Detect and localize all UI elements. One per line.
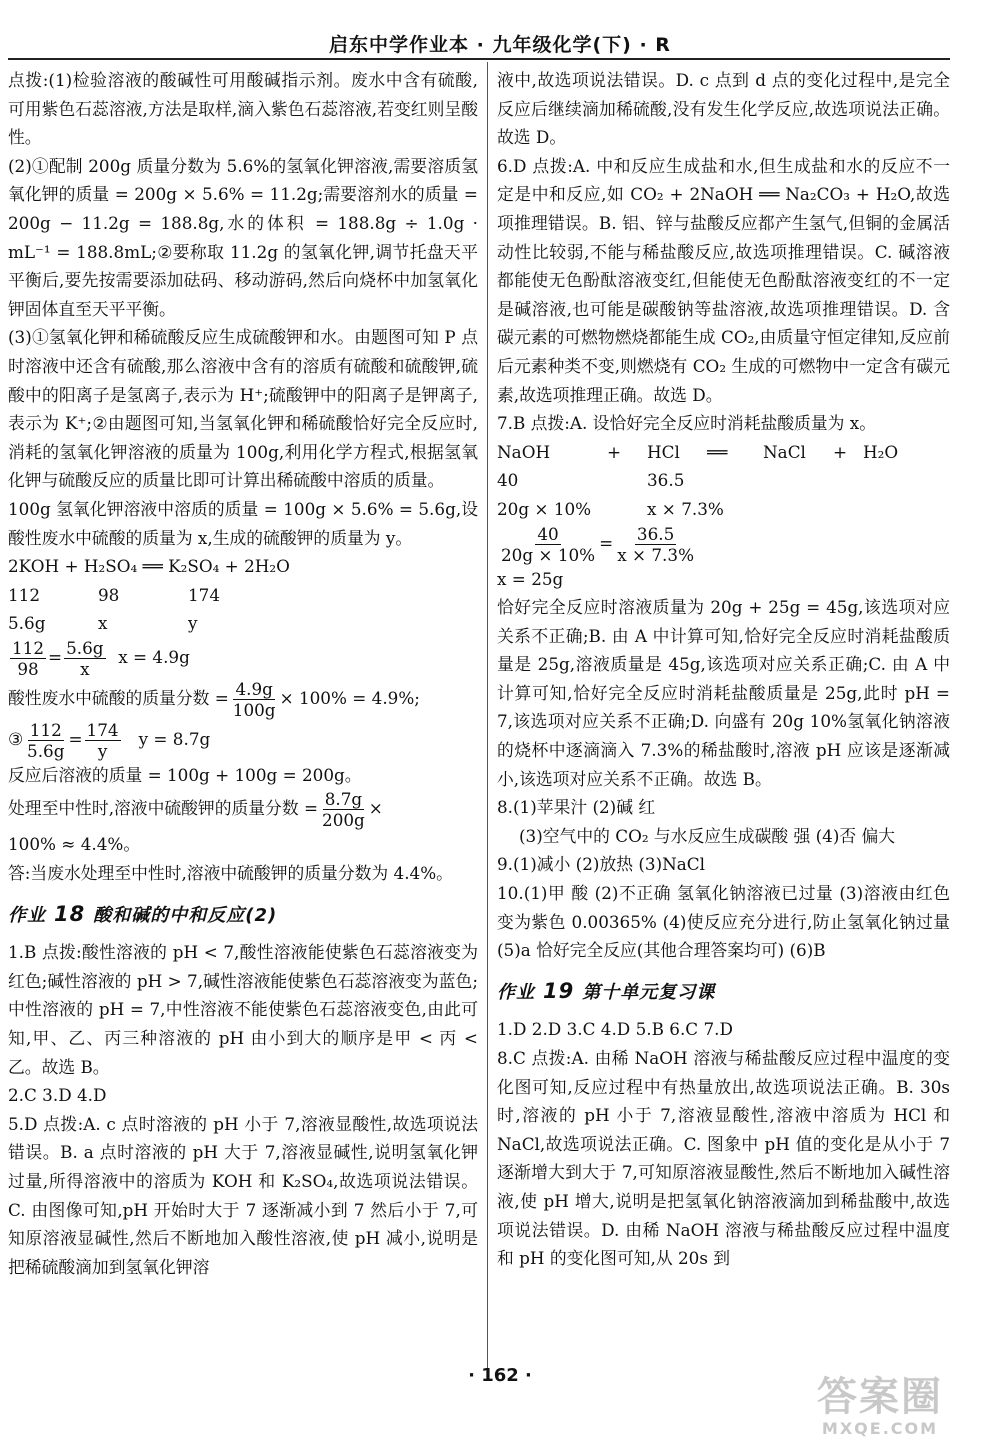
- result: x = 4.9g: [118, 646, 190, 667]
- chemical-equation: 2KOH + H₂SO₄ ══ K₂SO₄ + 2H₂O: [8, 556, 290, 577]
- column-divider: [487, 62, 488, 1370]
- eq-cell: HCl: [647, 441, 680, 462]
- answer-text: ③: [8, 728, 24, 749]
- section-title: 酸和碱的中和反应(2): [93, 904, 278, 926]
- eq-cell: NaCl: [763, 441, 806, 462]
- answer-item: 8.(1)苹果汁 (2)碱 红: [497, 797, 656, 818]
- fraction-line: ③ $\frac{112}{5.6g}$ = $\frac{174}{y}$ y = 8.7g: [8, 719, 211, 761]
- answer-text: 100% ≈ 4.4%。: [8, 834, 141, 855]
- answer-item: 10.(1)甲 酸 (2)不正确 氢氧化钠溶液已过量 (3)溶液由红色变为紫色 0.00365% (4)使反应充分进行,防止氢氧化钠过量 (5)a 恰好完全反应(其他合理答案均可) (6)B: [497, 883, 950, 961]
- denominator: 20g × 10%: [501, 544, 596, 565]
- eq-cell: x × 7.3%: [647, 498, 724, 519]
- fraction: [499, 524, 597, 565]
- eq-cell: 36.5: [647, 470, 685, 491]
- fraction: [320, 789, 367, 830]
- answer-text: 酸性废水中硫酸的质量分数 =: [8, 687, 229, 708]
- answer-item: (3)空气中的 CO₂ 与水反应生成碳酸 强 (4)否 偏大: [519, 825, 896, 846]
- numerator: 112: [12, 637, 45, 658]
- answer-item: 7.B 点拨:A. 设恰好完全反应时消耗盐酸质量为 x。: [497, 413, 876, 434]
- denominator: 5.6g: [27, 740, 65, 761]
- eq-cell: NaOH: [497, 441, 551, 462]
- numerator: 40: [537, 523, 559, 544]
- answer-text: 答:当废水处理至中性时,溶液中硫酸钾的质量分数为 4.4%。: [8, 863, 453, 884]
- fraction: [10, 638, 46, 679]
- section-heading-18: [8, 900, 478, 931]
- section-title: 第十单元复习课: [582, 981, 716, 1003]
- eq-cell: 20g × 10%: [497, 498, 592, 519]
- numerator: 112: [29, 719, 62, 740]
- answer-text: (3)①氢氧化钾和稀硫酸反应生成硫酸钾和水。由题图可知 P 点时溶液中还含有硫酸,那么溶液中含有的溶质有硫酸和硫酸钾,硫酸中的阳离子是氢离子,表示为 H⁺;硫酸钾中的阳离子是钾离子,表示为 K⁺;②由题图可知,当氢氧化钾和稀硫酸恰好完全反应时,消耗的氢氧化钾溶液的质量为 100g,利用化学方程式,根据氢氧化钾与硫酸反应的质量比即可计算出稀硫酸中溶质的质量。: [8, 327, 478, 491]
- answer-text: 处理至中性时,溶液中硫酸钾的质量分数 =: [8, 798, 319, 819]
- equation-mass-row: [497, 466, 950, 495]
- section-number: 19: [543, 978, 575, 1003]
- eq-cell: x: [98, 613, 108, 634]
- answer-text: 反应后溶液的质量 = 100g + 100g = 200g。: [8, 764, 362, 785]
- header-rule: [8, 58, 950, 60]
- section-heading-19: [497, 977, 950, 1008]
- equation-mass-row: [8, 581, 478, 610]
- eq-cell: ══: [707, 441, 728, 462]
- answer-item: 8.C 点拨:A. 由稀 NaOH 溶液与稀盐酸反应过程中温度的变化图可知,反应过程中有热量放出,故选项说法正确。B. 30s 时,溶液的 pH 小于 7,溶液显酸性,溶液中溶质为 HCl 和 NaCl,故选项说法正确。C. 图象中 pH 值的变化是从小于 7 逐渐增大到大于 7,可知原溶液显酸性,然后不断地加入碱性溶液,使 pH 增大,说明是把氢氧化钠溶液滴加到稀盐酸中,故选项说法错误。D. 由稀 NaOH 溶液与稀盐酸反应过程中温度和 pH 的变化图可知,从 20s 到: [497, 1048, 950, 1269]
- fraction-line: [8, 679, 478, 720]
- eq-cell: 112: [8, 584, 41, 605]
- eq-cell: H₂O: [863, 441, 899, 462]
- running-header: 启东中学作业本 · 九年级化学(下) · R: [329, 34, 671, 56]
- denominator: y: [97, 740, 108, 761]
- answer-item: 9.(1)减小 (2)放热 (3)NaCl: [497, 854, 706, 875]
- denominator: 98: [17, 658, 39, 679]
- fraction-line: $\frac{112}{98}$ = $\frac{5.6g}{x}$ x = 4.9g: [12, 637, 190, 679]
- page-number: · 162 ·: [468, 1365, 532, 1386]
- section-label: 作业: [497, 981, 535, 1003]
- denominator: 200g: [322, 810, 365, 831]
- eq-cell: +: [607, 441, 622, 462]
- result: y = 8.7g: [138, 728, 211, 749]
- answer-text: (2)①配制 200g 质量分数为 5.6%的氢氧化钾溶液,需要溶质氢氧化钾的质量 = 200g × 5.6% = 11.2g;需要溶剂水的质量 = 200g − 11.2g = 188.8g,水的体积 = 188.8g ÷ 1.0g · mL⁻¹ = 188.8mL;②要称取 11.2g 的氢氧化钾,调节托盘天平平衡后,要先按需要添加砝码、移动游码,然后向烧杯中加氢氧化钾固体直至天平平衡。: [8, 155, 478, 319]
- numerator: 8.7g: [324, 789, 363, 810]
- watermark-logo: [800, 1374, 960, 1438]
- equation-value-row: [497, 495, 950, 524]
- answer-item: 1.D 2.D 3.C 4.D 5.B 6.C 7.D: [497, 1019, 733, 1040]
- fraction: [25, 720, 66, 761]
- watermark-text: 答案圈: [817, 1374, 943, 1420]
- answer-text: 100g 氢氧化钾溶液中溶质的质量 = 100g × 5.6% = 5.6g,设酸性废水中硫酸的质量为 x,生成的硫酸钾的质量为 y。: [8, 498, 478, 548]
- answer-item: 1.B 点拨:酸性溶液的 pH < 7,酸性溶液能使紫色石蕊溶液变为红色;碱性溶液的 pH > 7,碱性溶液能使紫色石蕊溶液变为蓝色;中性溶液的 pH = 7,中性溶液不能使紫色石蕊溶液变色,由此可知,甲、乙、丙三种溶液的 pH 由小到大的顺序是甲 < 丙 < 乙。故选 B。: [8, 942, 478, 1077]
- numerator: 4.9g: [235, 678, 273, 699]
- eq-cell: 5.6g: [8, 613, 46, 634]
- answer-item: 6.D 点拨:A. 中和反应生成盐和水,但生成盐和水的反应不一定是中和反应,如 CO₂ + 2NaOH ══ Na₂CO₃ + H₂O,故选项推理错误。B. 铝、锌与盐酸反应都产生氢气,但铜的金属活动性比较弱,不能与稀盐酸反应,故选项推理错误。C. 碱溶液都能使无色酚酞溶液变红,但能使无色酚酞溶液变红的不一定是碱溶液,也可能是碳酸钠等盐溶液,故选项推理错误。D. 含碳元素的可燃物燃烧都能生成 CO₂,由质量守恒定律知,反应前后元素种类不变,则燃烧有 CO₂ 生成的可燃物中一定含有碳元素,故选项推理正确。故选 D。: [497, 155, 950, 405]
- eq-cell: +: [833, 441, 848, 462]
- fraction: [615, 524, 696, 565]
- eq-cell: 40: [497, 470, 519, 491]
- eq-cell: 174: [188, 584, 221, 605]
- left-column: [8, 66, 478, 1281]
- answer-item: 2.C 3.D 4.D: [8, 1085, 107, 1106]
- eq-cell: y: [188, 613, 198, 634]
- answer-text: 液中,故选项说法错误。D. c 点到 d 点的变化过程中,是完全反应后继续滴加稀硫酸,没有发生化学反应,故选项说法正确。故选 D。: [497, 70, 950, 148]
- right-column: [497, 66, 950, 1273]
- numerator: 36.5: [636, 523, 675, 544]
- denominator: 100g: [232, 699, 276, 720]
- equation-value-row: [8, 609, 478, 638]
- chemical-equation: [497, 438, 950, 467]
- answer-text: × 100% = 4.9%;: [279, 687, 420, 708]
- fraction: [64, 638, 105, 679]
- fraction-line: $\frac{40}{20g \times 10\%}$ = $\frac{36.5}{x \times 7.3\%}$: [501, 523, 695, 565]
- denominator: x × 7.3%: [617, 544, 695, 565]
- eq-cell: 98: [98, 584, 120, 605]
- fraction: [85, 720, 121, 761]
- answer-item: 5.D 点拨:A. c 点时溶液的 pH 小于 7,溶液显酸性,故选项说法错误。B. a 点时溶液的 pH 大于 7,溶液显碱性,说明氢氧化钾过量,所得溶液中的溶质为 KOH 和 K₂SO₄,故选项说法错误。C. 由图像可知,pH 开始时大于 7 逐渐减小到 7 然后小于 7,可知原溶液显碱性,然后不断地加入酸性溶液,使 pH 减小,说明是把稀硫酸滴加到氢氧化钾溶: [8, 1113, 478, 1277]
- watermark-url: MXQE.COM: [821, 1419, 939, 1438]
- answer-text: ×: [368, 798, 383, 819]
- fraction-line: [8, 789, 478, 830]
- numerator: 174: [86, 719, 119, 740]
- answer-text: 点拨:(1)检验溶液的酸碱性可用酸碱指示剂。废水中含有硫酸,可用紫色石蕊溶液,方法是取样,滴入紫色石蕊溶液,若变红则呈酸性。: [8, 70, 478, 148]
- answer-text: 恰好完全反应时溶液质量为 20g + 25g = 45g,该选项对应关系不正确;B. 由 A 中计算可知,恰好完全反应时消耗盐酸质量是 25g,溶液质量是 45g,该选项对应关系正确;C. 由 A 中计算可知,恰好完全反应时消耗盐酸质量是 25g,此时 pH = 7,该选项对应关系不正确;D. 向盛有 20g 10%氢氧化钠溶液的烧杯中逐滴滴入 7.3%的稀盐酸时,溶液 pH 应该是逐渐减小,该选项对应关系不正确。故选 B。: [497, 597, 950, 789]
- denominator: x: [80, 658, 90, 679]
- section-number: 18: [54, 901, 86, 926]
- numerator: 5.6g: [66, 637, 104, 658]
- section-label: 作业: [8, 904, 46, 926]
- fraction: [231, 679, 278, 720]
- result: x = 25g: [497, 568, 564, 589]
